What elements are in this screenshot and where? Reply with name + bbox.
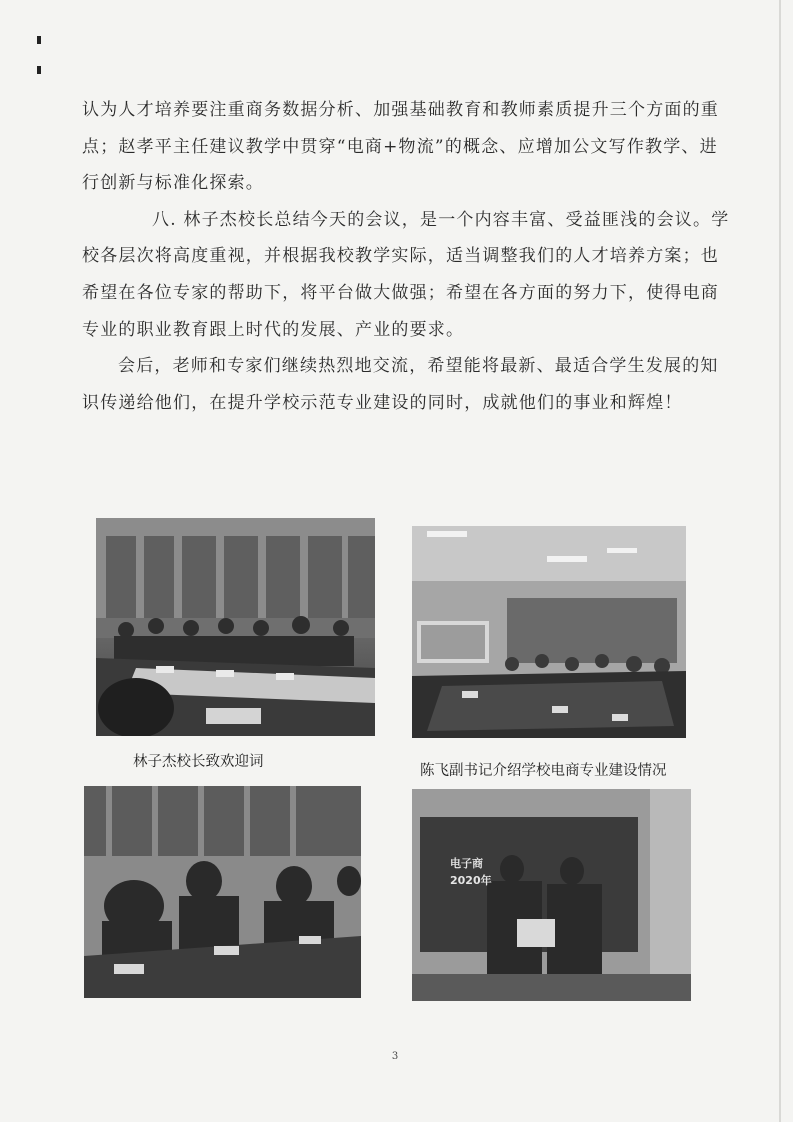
scan-mark [37, 36, 41, 44]
photo-welcome-speech [96, 518, 375, 736]
scan-mark [37, 66, 41, 74]
photo-secretary-presentation [412, 526, 686, 738]
page-edge [779, 0, 781, 1122]
caption-photo-1: 林子杰校长致欢迎词 [133, 754, 264, 770]
paragraph-continuation: 认为人才培养要注重商务数据分析、加强基础教育和教师素质提升三个方面的重点；赵孝平主任建议教学中贯穿“电商+物流”的概念、应增加公文写作教学、进行创新与标准化探索。 [82, 100, 719, 194]
photo-award-ceremony [412, 789, 691, 1001]
paragraph-summary: 八. 林子杰校长总结今天的会议，是一个内容丰富、受益匪浅的会议。学校各层次将高度重视，并根据我校教学实际，适当调整我们的人才培养方案；也希望在各位专家的帮助下，将平台做大做强；希望在各方面的努力下，使得电商专业的职业教育跟上时代的发展、产业的要求。 [82, 209, 730, 340]
paragraph-closing: 会后，老师和专家们继续热烈地交流，希望能将最新、最适合学生发展的知识传递给他们，在提升学校示范专业建设的同时，成就他们的事业和辉煌！ [82, 356, 719, 413]
caption-photo-2: 陈飞副书记介绍学校电商专业建设情况 [420, 763, 667, 779]
screen-text [450, 855, 492, 889]
page-number: 3 [391, 1051, 399, 1062]
screen-text-line: 2020年 [450, 874, 492, 887]
body-text [82, 92, 732, 421]
photo-participants [84, 786, 361, 998]
screen-text-line: 电子商 [450, 857, 483, 870]
